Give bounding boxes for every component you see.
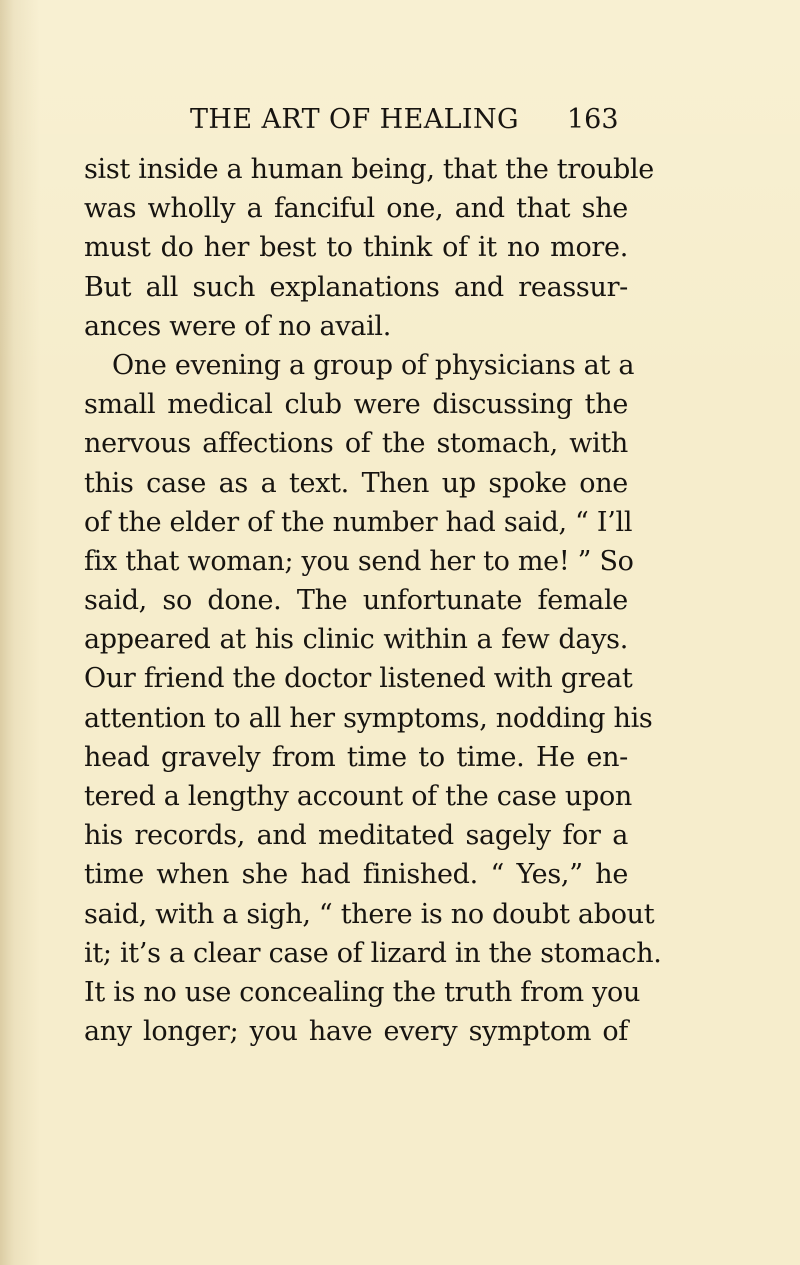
text-line: head gravely from time to time. He en-	[84, 741, 628, 773]
text-line: this case as a text. Then up spoke one	[84, 467, 628, 499]
text-line: attention to all her symptoms, nodding his	[84, 702, 653, 734]
text-line: nervous affections of the stomach, with	[84, 428, 628, 460]
text-line: sist inside a human being, that the trouble	[84, 154, 654, 185]
page-number: 163	[567, 104, 619, 135]
running-title: THE ART OF HEALING	[190, 104, 519, 135]
body-text	[84, 150, 662, 1051]
text-line: said, with a sigh, “ there is no doubt about	[84, 898, 655, 930]
text-line: was wholly a fanciful one, and that she	[84, 193, 628, 225]
text-line: his records, and meditated sagely for a	[84, 820, 628, 852]
text-line: must do her best to think of it no more.	[84, 232, 628, 264]
text-line: appeared at his clinic within a few days.	[84, 624, 628, 656]
text-line: One evening a group of physicians at a	[112, 349, 635, 381]
text-line: any longer; you have every symptom of	[84, 1016, 628, 1048]
text-line: small medical club were discussing the	[84, 389, 628, 421]
text-line: said, so done. The unfortunate female	[84, 585, 628, 617]
running-head	[0, 104, 800, 144]
text-line: It is no use concealing the truth from you	[84, 976, 641, 1008]
text-line: it; it’s a clear case of lizard in the stomach.	[84, 937, 662, 969]
text-line: fix that woman; you send her to me! ” So	[84, 545, 634, 577]
text-line: But all such explanations and reassur-	[84, 271, 628, 303]
text-line: ances were of no avail.	[84, 310, 392, 342]
text-line: Our friend the doctor listened with great	[84, 663, 633, 695]
text-line: tered a lengthy account of the case upon	[84, 781, 633, 812]
text-line: time when she had finished. “ Yes,” he	[84, 859, 628, 891]
text-line: of the elder of the number had said, “ I’ll	[84, 506, 633, 538]
